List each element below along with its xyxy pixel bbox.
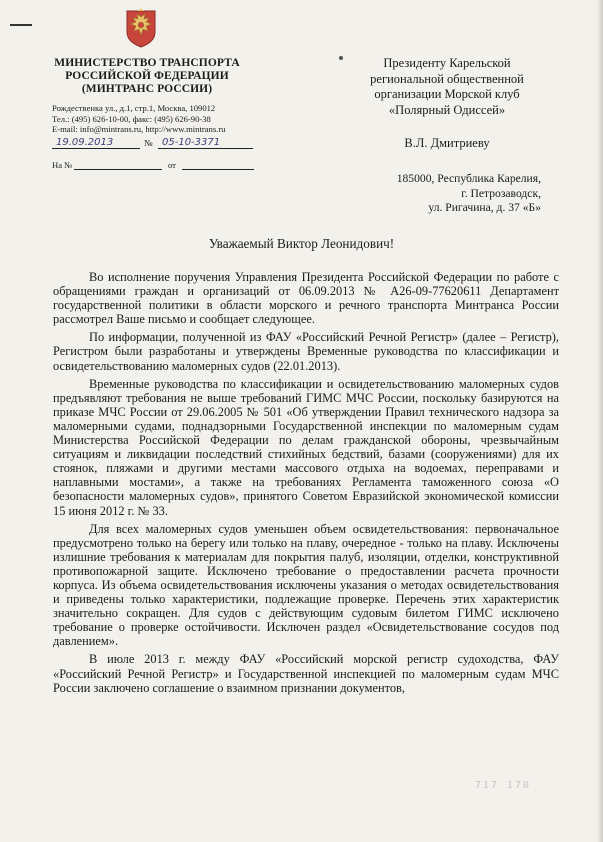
addressee-block [352,56,542,118]
addressee-line: региональной общественной [370,71,524,86]
reference-date-blank [182,169,254,170]
reference-date-label: от [168,160,176,170]
body-paragraph: Для всех маломерных судов уменьшен объем освидетельствования: первоначальное предусмотрено только на берегу или только на плаву, очередное - только на плаву. Исключены излишние требования к материалам для покрытия палуб, изоляции, отделки, конструктивной противопожарной защите. Исключено требование о предоставлении расчета прочности корпуса. Из объема освидетельствования исключены указания о методах освидетельствования и приведены только характеристики, подлежащие проверке. Перечень этих характеристик значительно сокращен. Для судов с действующим судовым билетом ГИМС исключено требование о проверке остойчивости. Исключен раздел «Освидетельствование сосудов под давлением». [53,521,559,649]
postal-line: 185000, Республика Карелия, [396,172,541,185]
postal-line: ул. Ригачина, д. 37 «Б» [428,201,541,214]
body-paragraph: Временные руководства по классификации и освидетельствованию маломерных судов предъявляют требования не выше требований ГИМС МЧС России, поскольку базируются на приказе МЧС России от 29.06.2005 № 501 «Об утверждении Правил технического надзора за маломерными судами, поднадзорными Государственной инспекции по маломерным судам Министерства Российской Федерации по делам гражданской обороны, чрезвычайным ситуациям и ликвидации последствий стихийных бедствий, базами (сооружениями) для их стоянок, пляжами и другими местами массового отдыха на водоемах, переправами и наплавными мостами», а также на требованиях Регламента таможенного союза «О безопасности маломерных судов», принятого Советом Евразийской экономической комиссии 15 июня 2012 г. № 33. [53,376,559,518]
russia-coat-of-arms-icon [124,8,158,48]
registration-line [52,137,257,151]
reference-number-blank [74,169,162,170]
faint-stamp-text: 717 170 [474,780,531,791]
postal-address [356,172,541,216]
reference-line [52,160,257,172]
body-paragraph: По информации, полученной из ФАУ «Российский Речной Регистр» (далее – Регистр), Регистром были разработаны и утверждены Временные руководства по классификации и освидетельствованию маломерных судов (22.01.2013). [53,330,559,373]
ministry-name [52,57,242,96]
addressee-line: Президенту Карельской [383,56,511,70]
ministry-line: (МИНТРАНС РОССИИ) [81,83,213,95]
registration-number: 05-10-3371 [158,137,253,149]
corner-mark [10,24,32,26]
addressee-line: организации Морской клуб [374,87,520,101]
reference-number-label: На № [52,160,73,170]
ministry-line: РОССИЙСКОЙ ФЕДЕРАЦИИ [65,70,229,82]
body-paragraph: Во исполнение поручения Управления Президента Российской Федерации по работе с обращениями граждан и организаций от 06.09.2013 № А26-09-77620611 Департамент государственной политики в области морского и речного транспорта Минтранса России рассмотрел Ваше письмо и сообщает следующее. [53,270,559,327]
addressee-line: «Полярный Одиссей» [388,102,506,117]
contact-phone: Тел.: (495) 626-10-00, факс: (495) 626-90-38 [52,113,211,124]
contact-email: E-mail: info@mintrans.ru, http://www.mintrans.ru [52,124,226,135]
page-edge-shadow [597,0,603,842]
ministry-contacts [52,103,252,135]
contact-address: Рождественка ул., д.1, стр.1, Москва, 109012 [52,103,216,113]
addressee-name: В.Л. Дмитриеву [404,136,490,150]
ministry-line: МИНИСТЕРСТВО ТРАНСПОРТА [54,57,240,69]
registration-number-label: № [144,138,153,148]
letter-body [53,270,559,699]
punch-dot [339,56,343,60]
registration-date: 19.09.2013 [52,137,140,149]
salutation: Уважаемый Виктор Леонидович! [208,236,395,251]
postal-line: г. Петрозаводск, [461,186,541,200]
body-paragraph: В июле 2013 г. между ФАУ «Российский морской регистр судоходства, ФАУ «Российский Речной Регистр» и Государственной инспекцией по маломерным судам МЧС России заключено соглашение о взаимном признании документов, [53,652,559,695]
